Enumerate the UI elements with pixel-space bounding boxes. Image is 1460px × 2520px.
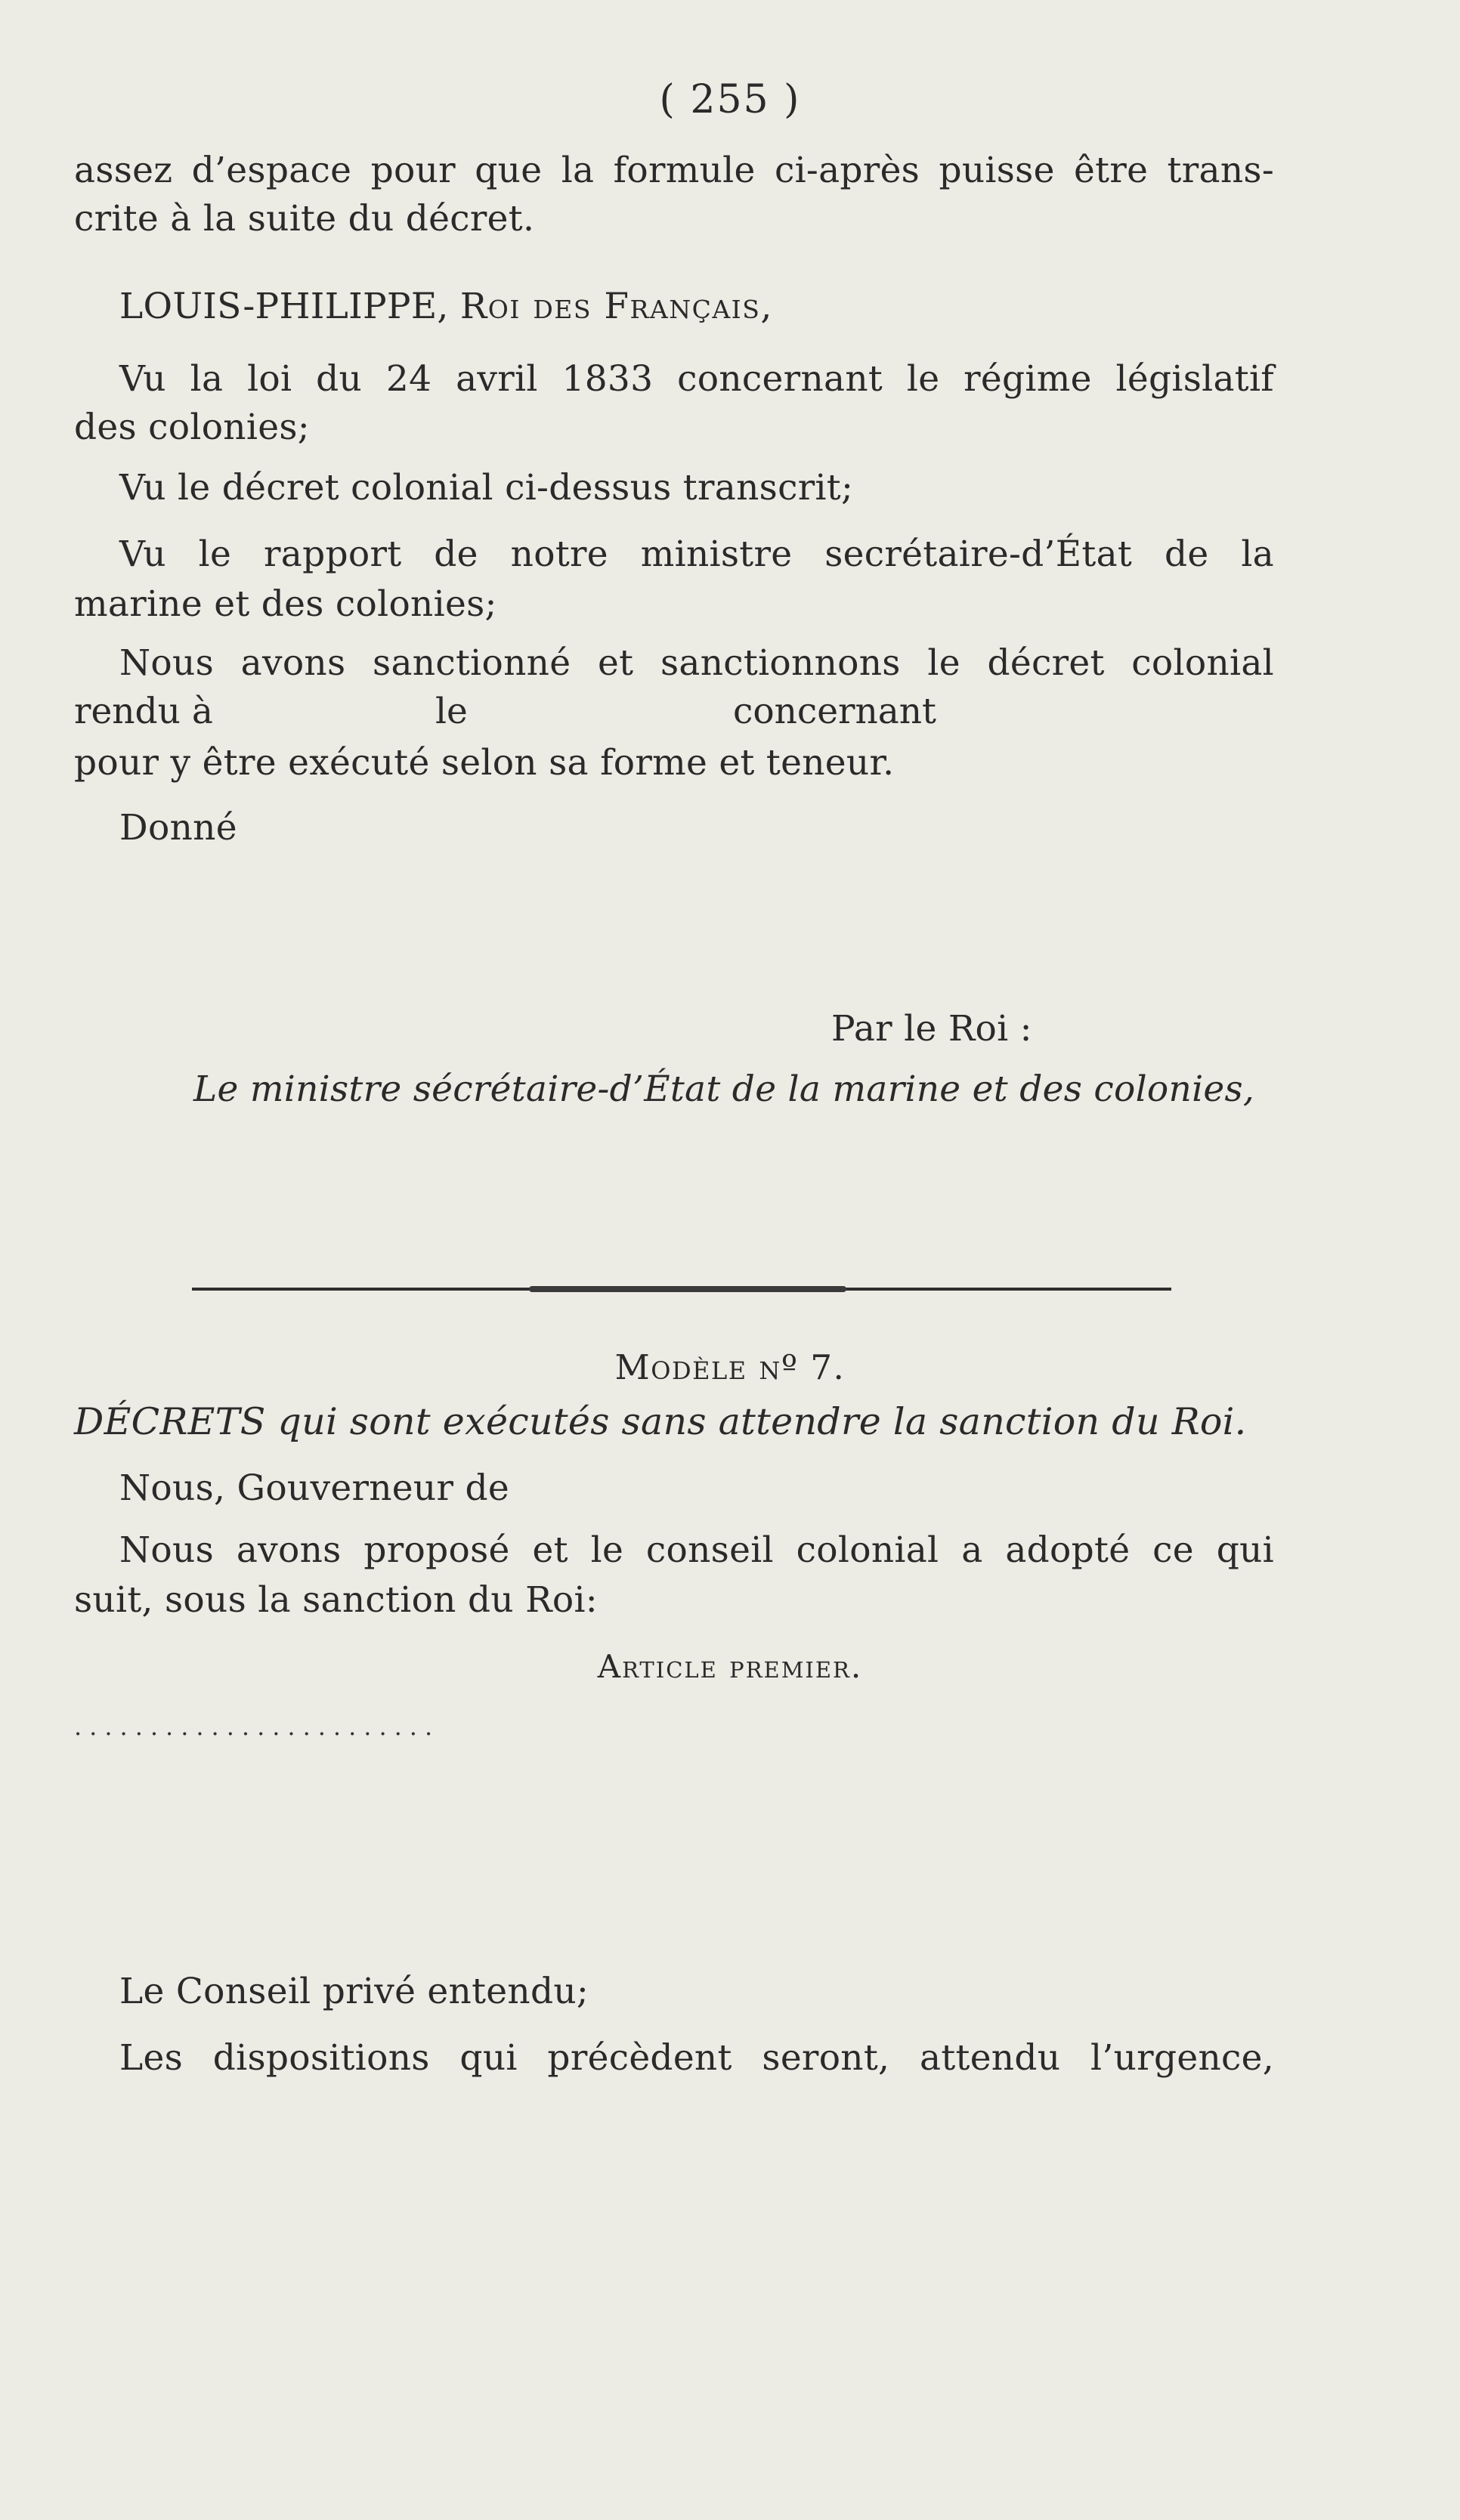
section-divider-ornament [529,1286,846,1292]
text-line: Donné [119,807,237,849]
signature-label: Par le Roi : [831,1008,1032,1050]
blank-field-label: concernant [733,691,936,732]
text-line: crite à la suite du décret. [74,198,535,240]
minister-signature-line: Le ministre sécrétaire-d’État de la marine et des colonies, [193,1068,1255,1110]
text-line: pour y être exécuté selon sa forme et teneur. [74,742,895,784]
text-line: Vu le décret colonial ci-dessus transcrit; [119,467,854,509]
text-line: suit, sous la sanction du Roi: [74,1579,598,1621]
model-title: DÉCRETS qui sont exécutés sans attendre la sanction du Roi. [74,1400,1247,1443]
text-line: Vu la loi du 24 avril 1833 concernant le régime législatif [119,358,1274,400]
blank-field-label: rendu à [74,691,213,732]
text-line: marine et des colonies; [74,583,497,625]
text-line: Les dispositions qui précèdent seront, attendu l’urgence, [119,2037,1274,2079]
dotted-leader: ........................ [74,1712,441,1741]
king-title: Roi des Français, [459,286,773,327]
article-heading: Article premier. [597,1648,863,1685]
text-line: Nous, Gouverneur de [119,1467,509,1509]
text-line: Nous avons proposé et le conseil colonial a adopté ce qui [119,1529,1274,1571]
royal-heading [119,283,773,331]
text-line: assez d’espace pour que la formule ci-après puisse être trans- [74,150,1274,191]
text-line: des colonies; [74,407,310,448]
model-heading: Modèle nº 7. [614,1347,846,1387]
text-line: Nous avons sanctionné et sanctionnons le décret colonial [119,642,1274,684]
king-name: LOUIS-PHILIPPE, [119,286,449,327]
page-number: ( 255 ) [659,77,801,122]
blank-field-label: le [435,691,468,732]
text-line: Le Conseil privé entendu; [119,1971,589,2012]
text-line: Vu le rapport de notre ministre secrétaire-d’État de la [119,533,1274,575]
